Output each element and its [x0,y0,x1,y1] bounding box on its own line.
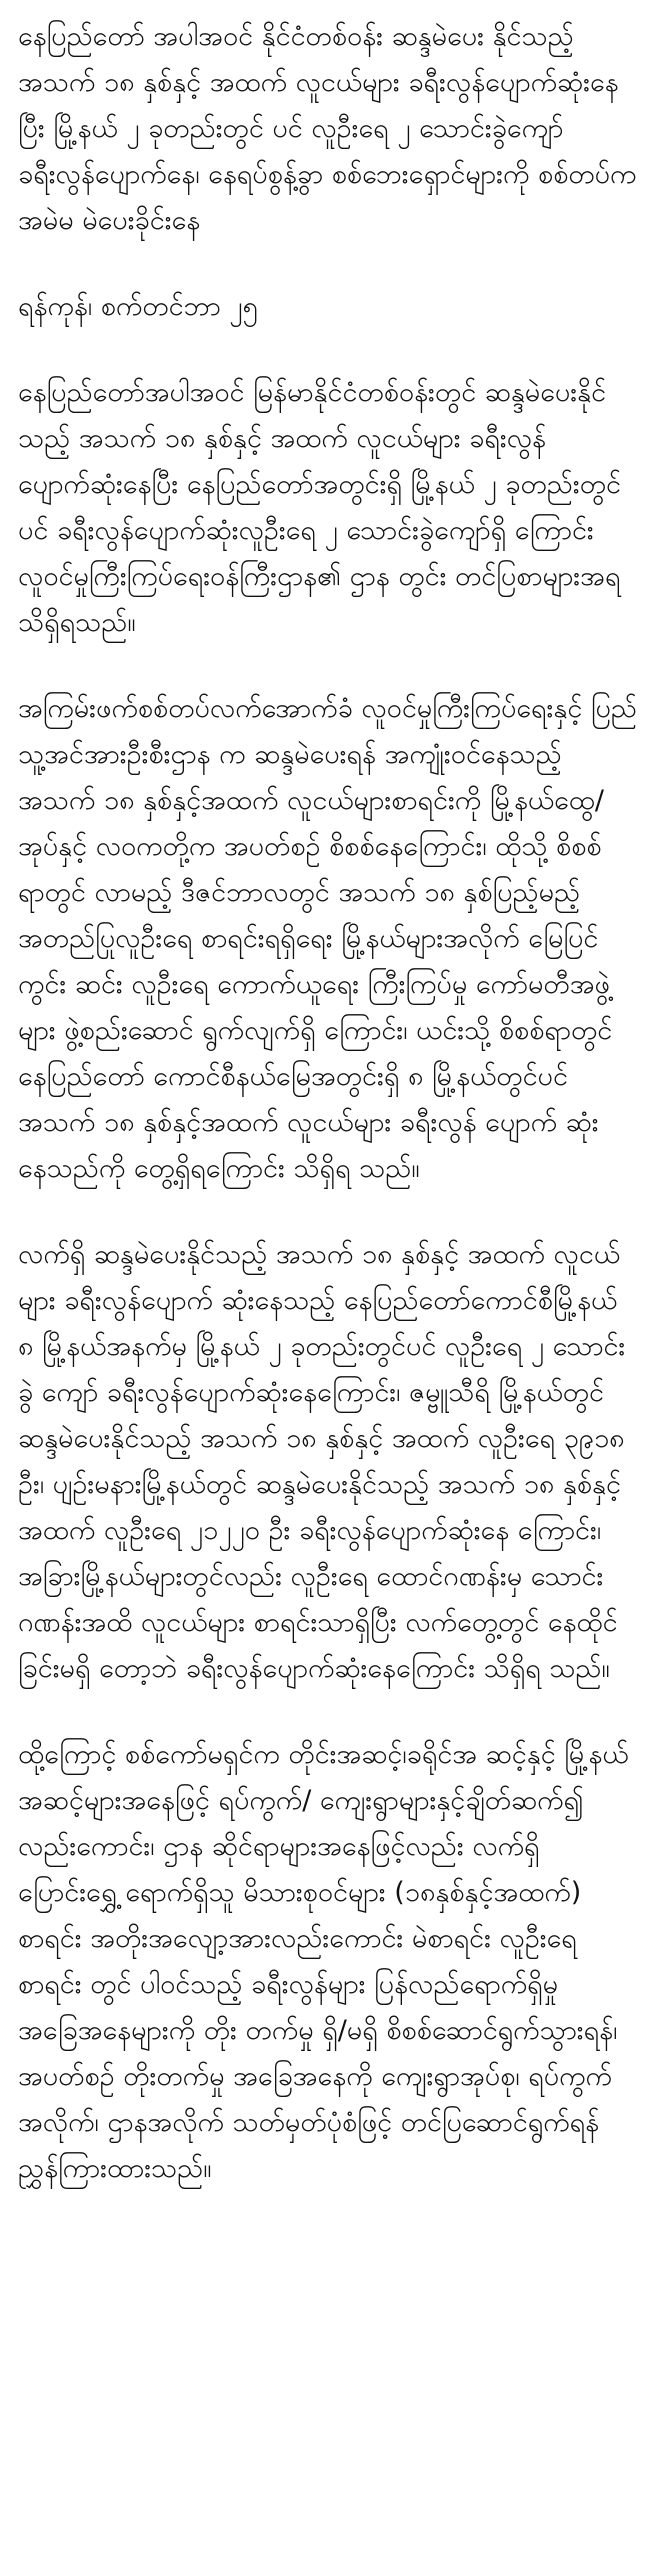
article-paragraph-1: နေပြည်တော်အပါအဝင် မြန်မာနိုင်ငံတစ်ဝန်းတွင် ဆန္ဒမဲပေးနိုင်သည့် အသက် ၁၈ နှစ်နှင့် အထက် လူငယ်များ ခရီးလွန်ပျောက်ဆုံးနေပြီး နေပြည်တော်အတွင်းရှိ မြို့နယ် ၂ ခုတည်းတွင်ပင် ခရီးလွန်ပျောက်ဆုံးလူဦးရေ ၂ သောင်းခွဲကျော်ရှိ ကြောင်း လူဝင်မှုကြီးကြပ်ရေးဝန်ကြီးဌာန၏ ဌာန တွင်း တင်ပြစာများအရ သိရှိရသည်။ [18,377,621,638]
article-paragraph-3: လက်ရှိ ဆန္ဒမဲပေးနိုင်သည့် အသက် ၁၈ နှစ်နှင့် အထက် လူငယ်များ ခရီးလွန်ပျောက် ဆုံးနေသည့် နေပြည်တော်ကောင်စီမြို့နယ် ၈ မြို့နယ်အနက်မှ မြို့နယ် ၂ ခုတည်းတွင်ပင် လူဦးရေ ၂ သောင်းခွဲ ကျော် ခရီးလွန်ပျောက်ဆုံးနေကြောင်း၊ ဇမ္ဗူသီရိ မြို့နယ်တွင် ဆန္ဒမဲပေးနိုင်သည့် အသက် ၁၈ နှစ်နှင့် အထက် လူဦးရေ ၃၉၁၈ ဦး၊ ပျဉ်းမနားမြို့နယ်တွင် ဆန္ဒမဲပေးနိုင်သည့် အသက် ၁၈ နှစ်နှင့်အထက် လူဦးရေ ၂၁၂၂၀ ဦး ခရီးလွန်ပျောက်ဆုံးနေ ကြောင်း၊ အခြားမြို့နယ်များတွင်လည်း လူဦးရေ ထောင်ဂဏန်းမှ သောင်းဂဏန်းအထိ လူငယ်များ စာရင်းသာရှိပြီး လက်တွေ့တွင် နေထိုင်ခြင်းမရှိ တော့ဘဲ ခရီးလွန်ပျောက်ဆုံးနေကြောင်း သိရှိရ သည်။ [18,1239,626,1684]
article-dateline: ရန်ကုန်၊ စက်တင်ဘာ ၂၅ [18,291,258,322]
article-paragraph-2: အကြမ်းဖက်စစ်တပ်လက်အောက်ခံ လူဝင်မှုကြီးကြပ်ရေးနှင့် ပြည်သူ့အင်အားဦးစီးဌာန က ဆန္ဒမဲပေးရန် အကျုံးဝင်နေသည့် အသက် ၁၈ နှစ်နှင့်အထက် လူငယ်များစာရင်းကို မြို့နယ်ထွေ/ အုပ်နှင့် လဝကတို့က အပတ်စဉ် စိစစ်နေကြောင်း၊ ထိုသို့ စိစစ်ရာတွင် လာမည့် ဒီဇင်ဘာလတွင် အသက် ၁၈ နှစ်ပြည့်မည့် အတည်ပြုလူဦးရေ စာရင်းရရှိရေး မြို့နယ်များအလိုက် မြေပြင် ကွင်း ဆင်း လူဦးရေ ကောက်ယူရေး ကြီးကြပ်မှု ကော်မတီအဖွဲ့များ ဖွဲ့စည်းဆောင် ရွက်လျက်ရှိ ကြောင်း၊ ယင်းသို့ စိစစ်ရာတွင် နေပြည်တော် ကောင်စီနယ်မြေအတွင်းရှိ ၈ မြို့နယ်တွင်ပင် အသက် ၁၈ နှစ်နှင့်အထက် လူငယ်များ ခရီးလွန် ပျောက် ဆုံးနေသည်ကို တွေ့ရှိရကြောင်း သိရှိရ သည်။ [18,693,637,1184]
article-paragraph-4: ထို့ကြောင့် စစ်ကော်မရှင်က တိုင်းအဆင့်၊ခရိုင်အ ဆင့်နှင့် မြို့နယ်အဆင့်များအနေဖြင့် ရပ်ကွက်/ ကျေးရွာများနှင့်ချိတ်ဆက်၍ လည်းကောင်း၊ ဌာန ဆိုင်ရာများအနေဖြင့်လည်း လက်ရှိ ပြောင်းရွှေ့ ရောက်ရှိသူ မိသားစုဝင်များ (၁၈နှစ်နှင့်အထက်) စာရင်း အတိုးအလျော့အားလည်းကောင်း မဲစာရင်း လူဦးရေစာရင်း တွင် ပါဝင်သည့် ခရီးလွန်များ ပြန်လည်ရောက်ရှိမှု အခြေအနေများကို တိုး တက်မှု ရှိ/မရှိ စိစစ်ဆောင်ရွက်သွားရန်၊ အပတ်စဉ် တိုးတက်မှု အခြေအနေကို ကျေးရွာအုပ်စု၊ ရပ်ကွက်အလိုက်၊ ဌာနအလိုက် သတ်မှတ်ပုံစံဖြင့် တင်ပြဆောင်ရွက်ရန် ညွှန်ကြားထားသည်။ [18,1739,629,2184]
article-headline: နေပြည်တော် အပါအဝင် နိုင်ငံတစ်ဝန်း ဆန္ဒမဲပေး နိုင်သည့် အသက် ၁၈ နှစ်နှင့် အထက် လူငယ်များ ခရီးလွန်ပျောက်ဆုံးနေပြီး မြို့နယ် ၂ ခုတည်းတွင် ပင် လူဦးရေ ၂ သောင်းခွဲကျော် ခရီးလွန်ပျောက်နေ၊ နေရပ်စွန့်ခွာ စစ်ဘေးရှောင်များကို စစ်တပ်က အမဲမ မဲပေးခိုင်းနေ [18,21,637,236]
